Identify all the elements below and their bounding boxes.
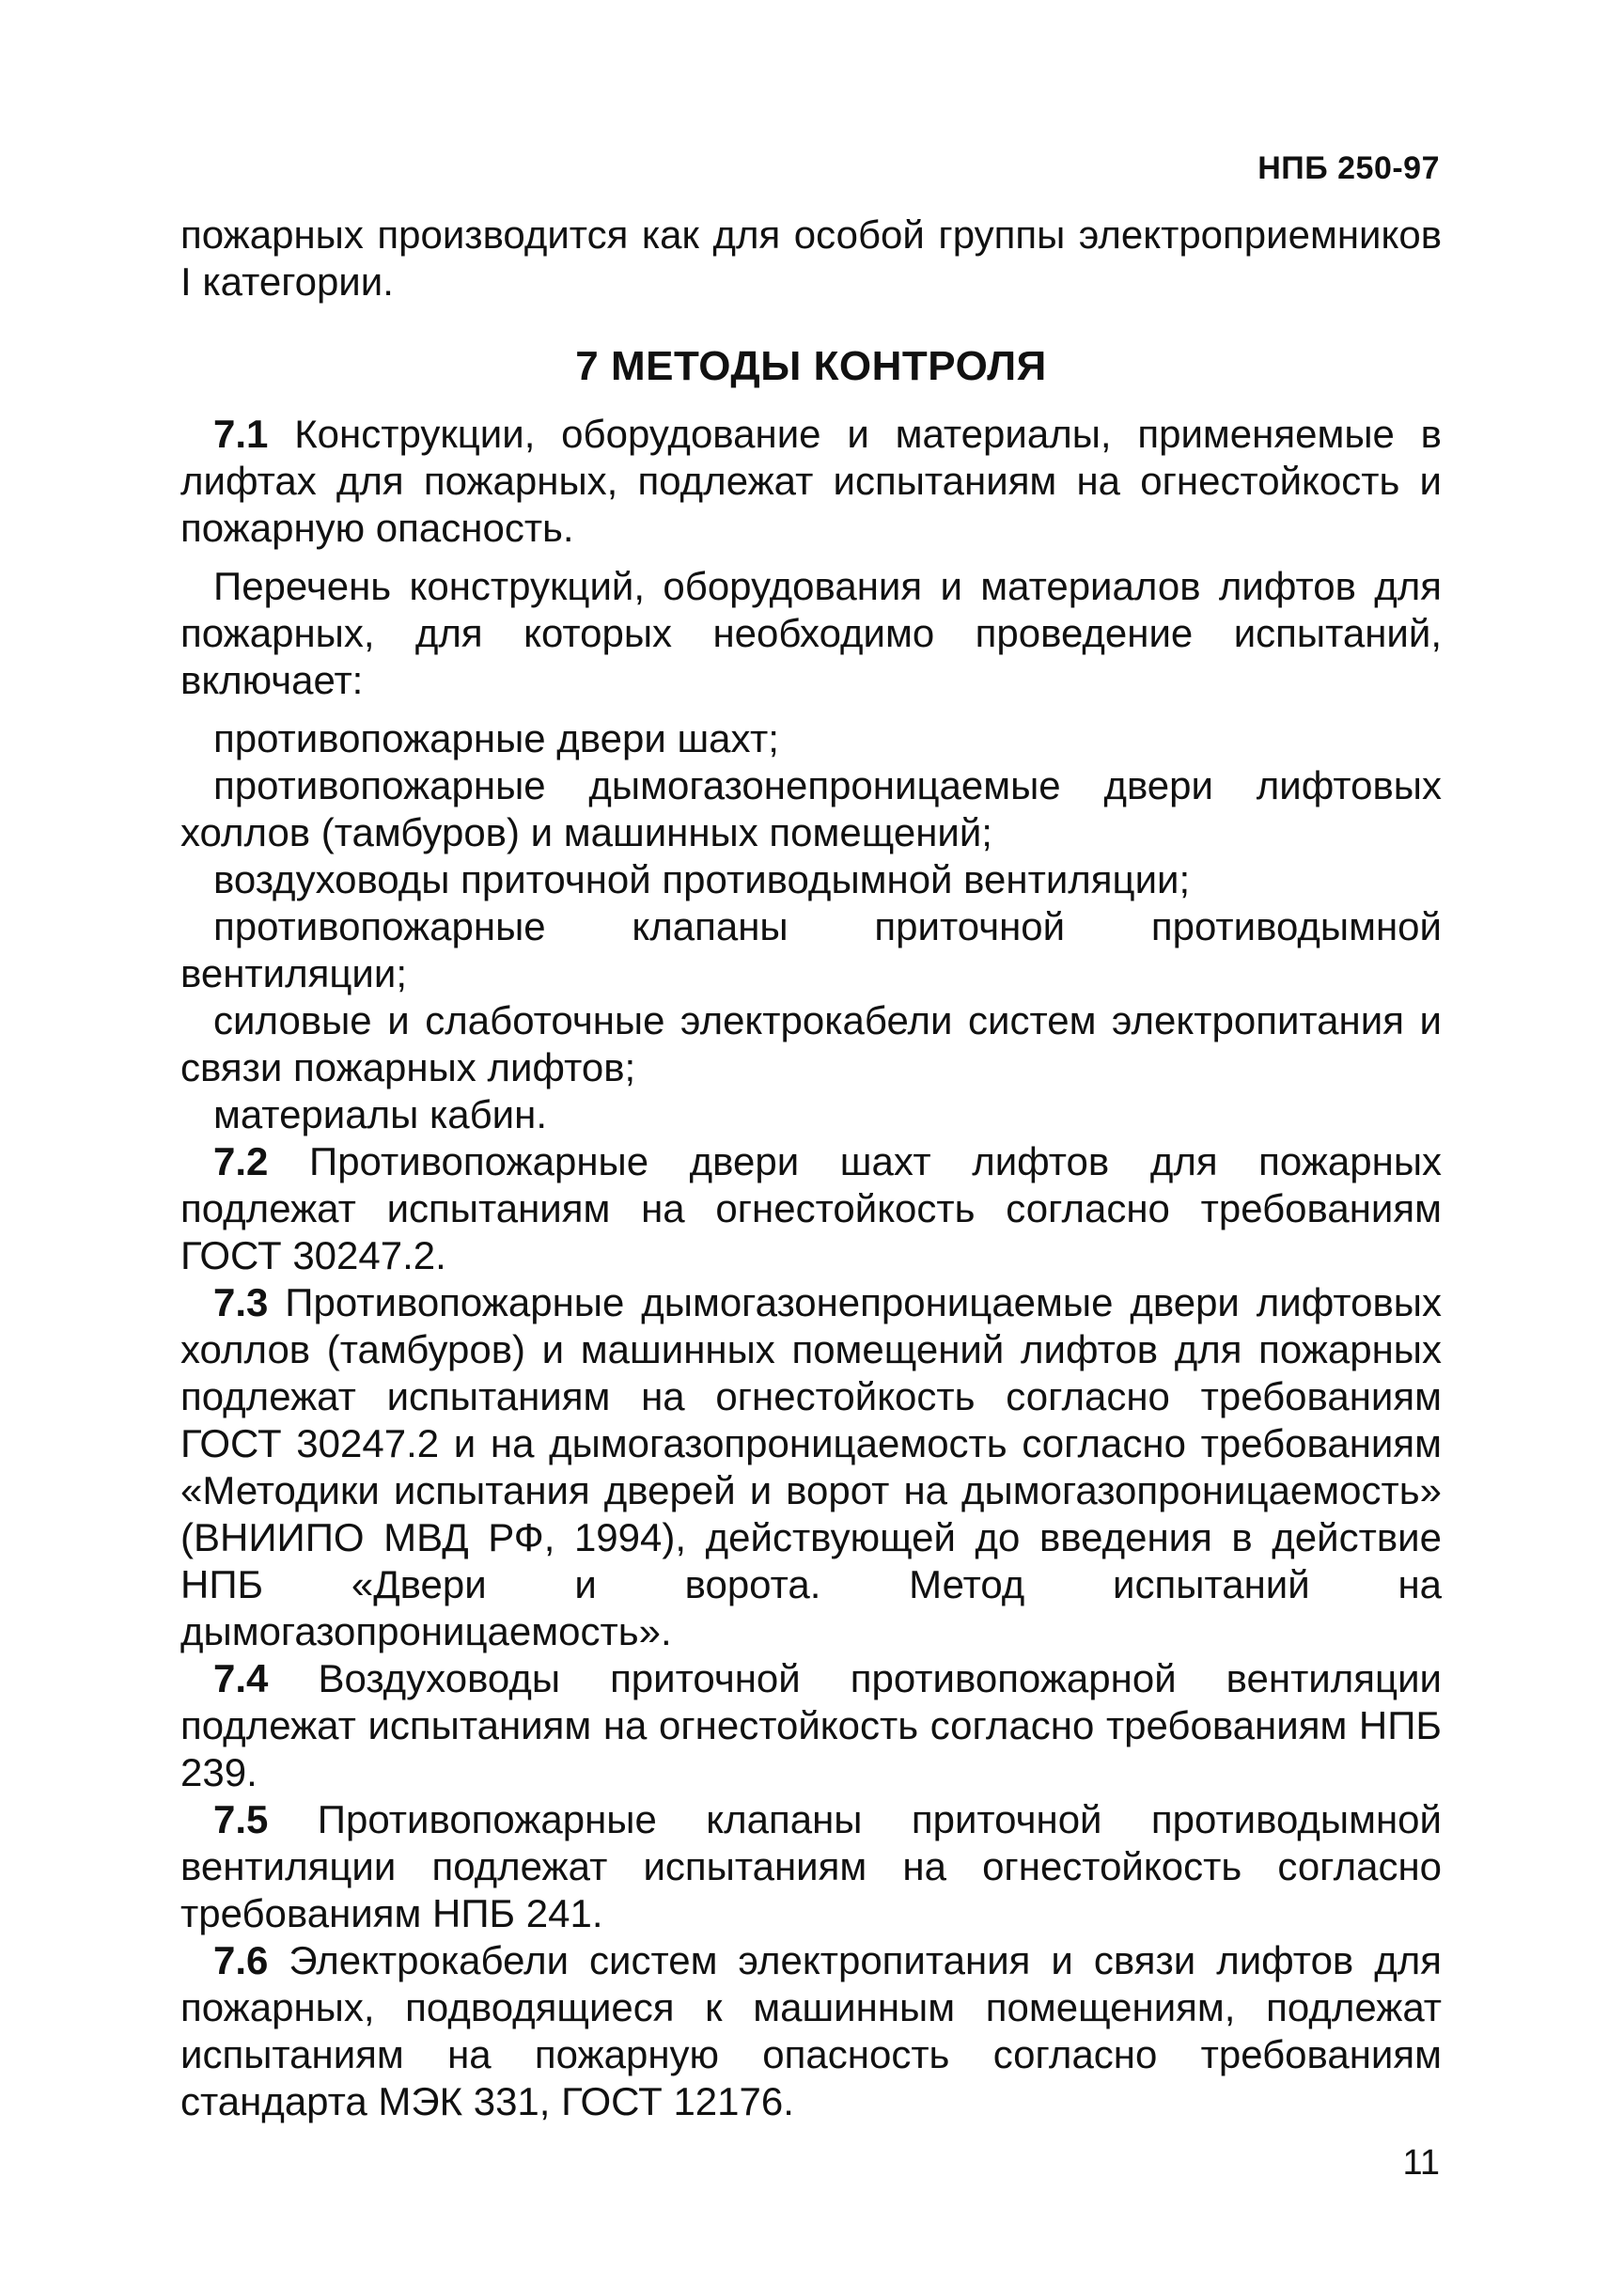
list-item: противопожарные дымогазонепроницаемые двери лифтовых холлов (тамбуров) и машинных помещений; [180,763,1442,854]
list-item: силовые и слаботочные электрокабели систем электропитания и связи пожарных лифтов; [180,998,1442,1089]
clause-7-2 [180,1138,1442,1279]
clause-text: Противопожарные двери шахт лифтов для пожарных подлежат испытаниям на огнестойкость согласно требованиям ГОСТ 30247.2. [180,1139,1443,1277]
list-item: воздуховоды приточной противодымной вентиляции; [213,857,1191,901]
list-item: противопожарные двери шахт; [213,716,779,760]
clause-text: Противопожарные клапаны приточной противодымной вентиляции подлежат испытаниям на огнестойкость согласно требованиям НПБ 241. [180,1797,1443,1935]
clause-7-3 [180,1279,1442,1655]
intro-paragraph: пожарных производится как для особой группы электроприемников I категории. [180,212,1442,304]
clause-7-1 [180,411,1442,552]
clause-text: Воздуховоды приточной противопожарной вентиляции подлежат испытаниям на огнестойкость согласно требованиям НПБ 239. [180,1656,1442,1794]
clause-number: 7.6 [213,1938,269,1982]
section-title: 7 МЕТОДЫ КОНТРОЛЯ [575,343,1047,389]
clause-7-4 [180,1655,1442,1796]
list-item: противопожарные клапаны приточной противодымной вентиляции; [180,904,1442,995]
clause-number: 7.3 [213,1280,269,1324]
list-intro-paragraph: Перечень конструкций, оборудования и материалов лифтов для пожарных, для которых необходимо проведение испытаний, включает: [180,564,1442,702]
clause-text: Противопожарные дымогазонепроницаемые двери лифтовых холлов (тамбуров) и машинных помещений лифтов для пожарных подлежат испытаниям на огнестойкость согласно требованиям ГОСТ 30247.2 и на дымогазопроницаемость согласно требованиям «Методики испытания дверей и ворот на дымогазопроницаемость» (ВНИИПО МВД РФ, 1994), действующей до введения в действие НПБ «Двери и ворота. Метод испытаний на дымогазопроницаемость». [180,1280,1442,1653]
clause-7-5 [180,1796,1442,1937]
list-item: материалы кабин. [213,1092,548,1136]
page-number: 11 [1402,2143,1440,2183]
clause-number: 7.2 [213,1139,269,1183]
clause-number: 7.4 [213,1656,269,1700]
clause-text: Конструкции, оборудование и материалы, применяемые в лифтах для пожарных, подлежат испытаниям на огнестойкость и пожарную опасность. [180,412,1442,550]
document-code-header: НПБ 250-97 [1257,150,1440,186]
clause-7-6 [180,1937,1442,2125]
clause-number: 7.1 [213,412,269,456]
clause-text: Электрокабели систем электропитания и связи лифтов для пожарных, подводящиеся к машинным помещениям, подлежат испытаниям на пожарную опасность согласно требованиям стандарта МЭК 331, ГОСТ 12176. [180,1938,1442,2123]
page-content [180,211,1442,2125]
clause-number: 7.5 [213,1797,269,1841]
